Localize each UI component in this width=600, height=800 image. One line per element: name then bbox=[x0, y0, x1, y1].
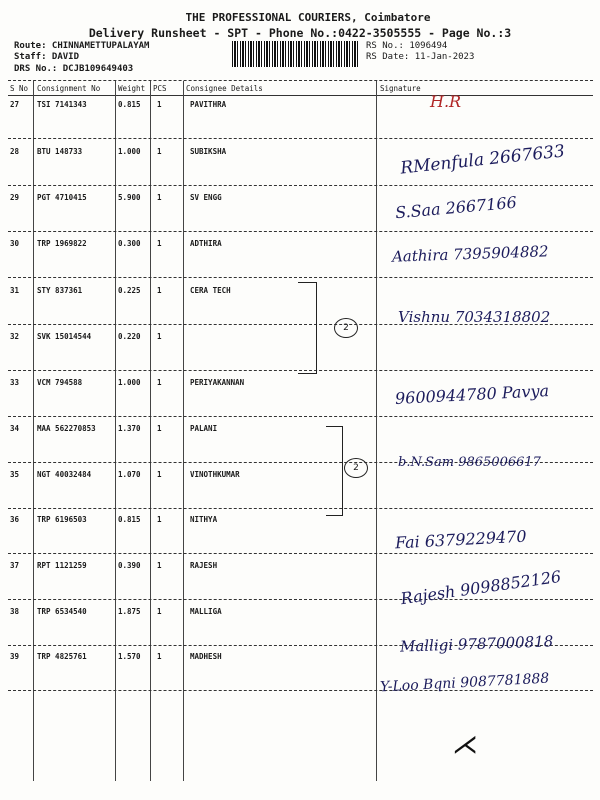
drs-number: DRS No.: DCJB109649403 bbox=[14, 64, 134, 74]
header-rule-bottom bbox=[8, 95, 593, 96]
signature-38: Malligi 9787000818 bbox=[399, 632, 554, 656]
row-rule bbox=[8, 231, 593, 232]
check-mark: ⋌ bbox=[452, 730, 478, 760]
cell-weight: 1.370 bbox=[118, 424, 141, 433]
cell-consignee: NITHYA bbox=[190, 515, 218, 524]
cell-consignee: PAVITHRA bbox=[190, 100, 227, 109]
cell-pcs: 1 bbox=[157, 239, 162, 248]
cell-consignment: TSI 7141343 bbox=[37, 100, 87, 109]
cell-pcs: 1 bbox=[157, 100, 162, 109]
cell-sno: 33 bbox=[10, 378, 20, 387]
cell-sno: 37 bbox=[10, 561, 20, 570]
cell-consignment: BTU 148733 bbox=[37, 147, 83, 156]
row-rule bbox=[8, 690, 593, 691]
cell-consignee: SV ENGG bbox=[190, 193, 222, 202]
cell-weight: 1.570 bbox=[118, 652, 141, 661]
cell-weight: 0.220 bbox=[118, 332, 141, 341]
cell-pcs: 1 bbox=[157, 561, 162, 570]
cell-sno: 28 bbox=[10, 147, 20, 156]
cell-consignee: MADHESH bbox=[190, 652, 222, 661]
cell-weight: 0.815 bbox=[118, 515, 141, 524]
cell-consignment: SVK 15014544 bbox=[37, 332, 92, 341]
cell-consignee: ADTHIRA bbox=[190, 239, 222, 248]
cell-sno: 38 bbox=[10, 607, 20, 616]
row-rule bbox=[8, 138, 593, 139]
col-weight: Weight bbox=[118, 84, 146, 93]
cell-consignment: PGT 4710415 bbox=[37, 193, 87, 202]
cell-pcs: 1 bbox=[157, 424, 162, 433]
cell-pcs: 1 bbox=[157, 470, 162, 479]
cell-sno: 29 bbox=[10, 193, 20, 202]
cell-sno: 31 bbox=[10, 286, 20, 295]
cell-pcs: 1 bbox=[157, 332, 162, 341]
signature-30: Aathira 7395904882 bbox=[391, 242, 549, 266]
cell-weight: 0.300 bbox=[118, 239, 141, 248]
row-rule bbox=[8, 508, 593, 509]
cell-pcs: 1 bbox=[157, 607, 162, 616]
cell-consignment: RPT 1121259 bbox=[37, 561, 87, 570]
cell-weight: 0.225 bbox=[118, 286, 141, 295]
row-rule bbox=[8, 277, 593, 278]
barcode bbox=[232, 41, 360, 67]
staff-label: Staff: DAVID bbox=[14, 52, 80, 62]
cell-sno: 35 bbox=[10, 470, 20, 479]
signature-29: S.Saa 2667166 bbox=[394, 192, 518, 223]
cell-consignee: PALANI bbox=[190, 424, 218, 433]
table-row bbox=[0, 470, 600, 516]
cell-weight: 0.815 bbox=[118, 100, 141, 109]
cell-consignee: MALLIGA bbox=[190, 607, 222, 616]
cell-consignment: TRP 6534540 bbox=[37, 607, 87, 616]
group-bracket bbox=[298, 282, 317, 374]
signature-37: Rajesh 9098852126 bbox=[399, 566, 563, 609]
signature-28: RMenfula 2667633 bbox=[399, 141, 566, 179]
cell-weight: 5.900 bbox=[118, 193, 141, 202]
col-pcs: PCS bbox=[153, 84, 167, 93]
col-consignment: Consignment No bbox=[37, 84, 101, 93]
signature-36: Fai 6379229470 bbox=[394, 526, 527, 553]
runsheet-subtitle: Delivery Runsheet - SPT - Phone No.:0422-3505555 - Page No.:3 bbox=[88, 26, 512, 40]
signature-31: Vishnu 7034318802 bbox=[398, 308, 551, 326]
cell-consignment: TRP 4825761 bbox=[37, 652, 87, 661]
signature-35: b.N.Sam 9865006617 bbox=[398, 455, 541, 470]
row-rule bbox=[8, 599, 593, 600]
cell-consignee: CERA TECH bbox=[190, 286, 231, 295]
cell-consignee: PERIYAKANNAN bbox=[190, 378, 245, 387]
cell-weight: 1.000 bbox=[118, 147, 141, 156]
signature-39: Y-Loo Bqni 9087781888 bbox=[379, 670, 550, 696]
cell-weight: 1.070 bbox=[118, 470, 141, 479]
rs-number: RS No.: 1096494 bbox=[366, 41, 448, 51]
cell-pcs: 1 bbox=[157, 147, 162, 156]
company-title: THE PROFESSIONAL COURIERS, Coimbatore bbox=[185, 11, 431, 24]
count-circle: 2 bbox=[334, 318, 358, 338]
cell-consignee: SUBIKSHA bbox=[190, 147, 227, 156]
col-signature: Signature bbox=[380, 84, 421, 93]
cell-consignee: VINOTHKUMAR bbox=[190, 470, 240, 479]
cell-sno: 34 bbox=[10, 424, 20, 433]
cell-consignment: NGT 40032484 bbox=[37, 470, 92, 479]
cell-sno: 27 bbox=[10, 100, 20, 109]
row-rule bbox=[8, 553, 593, 554]
cell-pcs: 1 bbox=[157, 652, 162, 661]
cell-sno: 39 bbox=[10, 652, 20, 661]
cell-consignment: STY 837361 bbox=[37, 286, 83, 295]
row-rule bbox=[8, 185, 593, 186]
cell-weight: 1.875 bbox=[118, 607, 141, 616]
cell-weight: 0.390 bbox=[118, 561, 141, 570]
cell-pcs: 1 bbox=[157, 286, 162, 295]
cell-pcs: 1 bbox=[157, 193, 162, 202]
rs-date: RS Date: 11-Jan-2023 bbox=[366, 52, 475, 62]
cell-pcs: 1 bbox=[157, 515, 162, 524]
cell-consignment: MAA 562270853 bbox=[37, 424, 96, 433]
cell-consignment: TRP 1969822 bbox=[37, 239, 87, 248]
cell-consignment: VCM 794588 bbox=[37, 378, 83, 387]
cell-sno: 32 bbox=[10, 332, 20, 341]
signature-33: 9600944780 Pavya bbox=[394, 380, 550, 409]
cell-sno: 30 bbox=[10, 239, 20, 248]
header-rule-top bbox=[8, 80, 593, 81]
row-rule bbox=[8, 416, 593, 417]
group-bracket bbox=[326, 426, 343, 516]
cell-consignee: RAJESH bbox=[190, 561, 218, 570]
route-label: Route: CHINNAMETTUPALAYAM bbox=[14, 41, 150, 51]
cell-pcs: 1 bbox=[157, 378, 162, 387]
count-circle: 2 bbox=[344, 458, 368, 478]
col-sno: S No bbox=[10, 84, 29, 93]
cell-sno: 36 bbox=[10, 515, 20, 524]
table-row bbox=[0, 100, 600, 146]
signature-27: H.R bbox=[430, 92, 462, 111]
cell-weight: 1.000 bbox=[118, 378, 141, 387]
cell-consignment: TRP 6196503 bbox=[37, 515, 87, 524]
col-consignee: Consignee Details bbox=[186, 84, 263, 93]
